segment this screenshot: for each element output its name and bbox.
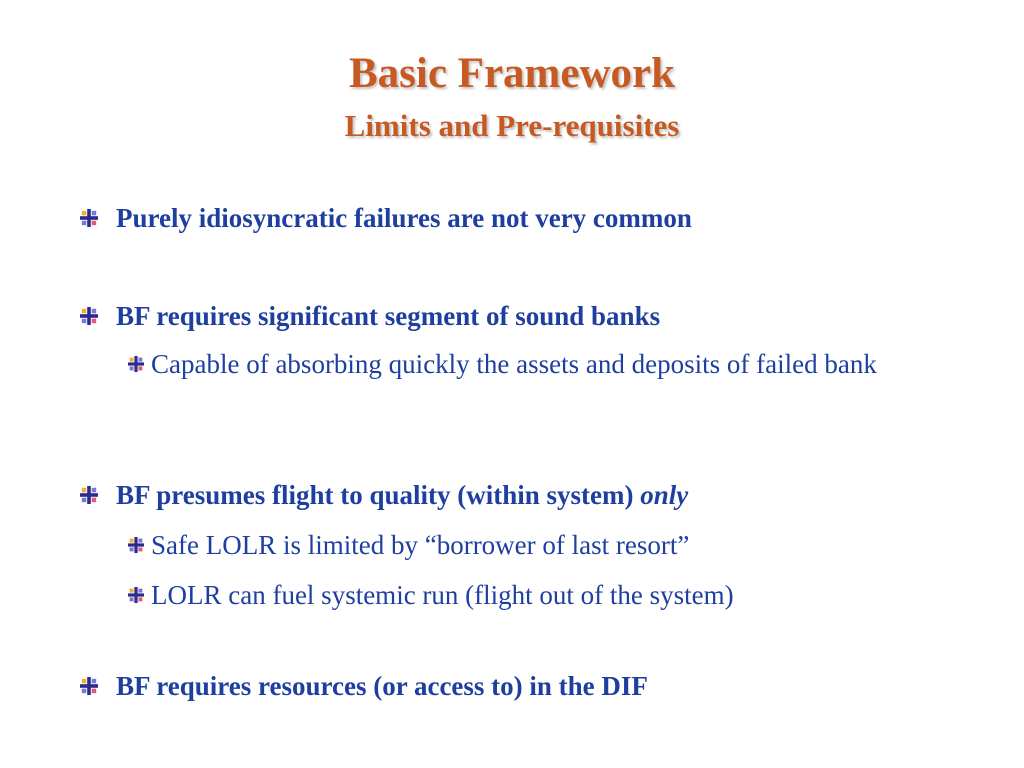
bullet-text: LOLR can fuel systemic run (flight out of the system) <box>151 580 734 610</box>
bullet-item-4 <box>80 669 648 703</box>
cross-bullet-icon <box>128 537 144 553</box>
cross-bullet-icon <box>80 486 98 504</box>
slide-title: Basic Framework <box>348 50 675 97</box>
bullet-text: Capable of absorbing quickly the assets and deposits of failed bank <box>151 349 877 379</box>
bullet-item-3 <box>80 478 688 512</box>
cross-bullet-icon <box>80 307 98 325</box>
cross-bullet-icon <box>128 587 144 603</box>
slide-subtitle: Limits and Pre-requisites <box>344 108 680 143</box>
bullet-item-1 <box>80 201 692 235</box>
bullet-item-2 <box>80 299 660 333</box>
bullet-text-main: BF presumes flight to quality (within system) <box>116 480 641 510</box>
bullet-text: BF requires significant segment of sound banks <box>116 301 661 331</box>
sub-bullet-item-2 <box>128 525 948 565</box>
bullet-text: BF requires resources (or access to) in the DIF <box>116 671 648 701</box>
cross-bullet-icon <box>80 209 98 227</box>
bullet-text: Purely idiosyncratic failures are not very common <box>116 203 692 233</box>
cross-bullet-icon <box>128 356 144 372</box>
cross-bullet-icon <box>80 677 98 695</box>
bullet-text <box>116 478 688 512</box>
bullet-text-emphasis: only <box>640 480 689 510</box>
sub-bullet-item-1 <box>128 344 948 384</box>
bullet-text: Safe LOLR is limited by “borrower of last resort” <box>151 530 690 560</box>
sub-bullet-item-3 <box>128 575 948 615</box>
